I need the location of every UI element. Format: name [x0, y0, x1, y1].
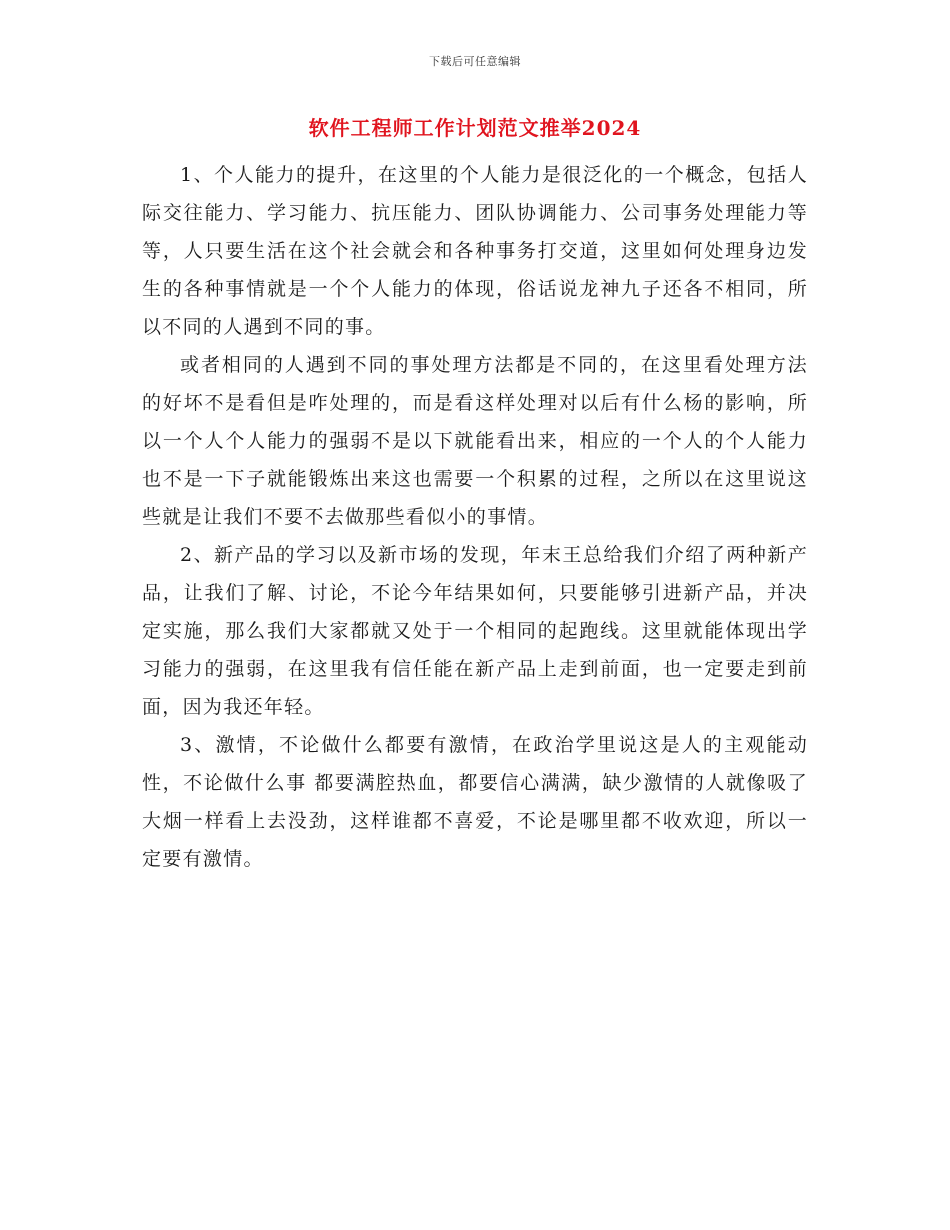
- paragraph-2: 或者相同的人遇到不同的事处理方法都是不同的，在这里看处理方法的好坏不是看但是咋处理的，而是看这样处理对以后有什么杨的影响，所以一个人个人能力的强弱不是以下就能看出来，相应的一个人的个人能力也不是一下子就能锻炼出来这也需要一个积累的过程，之所以在这里说这些就是让我们不要不去做那些看似小的事情。: [142, 354, 808, 528]
- document-title: 软件工程师工作计划范文推举2024: [308, 116, 642, 140]
- paragraph-4: 3、激情，不论做什么都要有激情，在政治学里说这是人的主观能动性，不论做什么事 都要满腔热血，都要信心满满，缺少激情的人就像吸了大烟一样看上去没劲，这样谁都不喜爱，不论是哪里都不收欢迎，所以一定要有激情。: [142, 734, 808, 870]
- document-body: [142, 156, 808, 878]
- paragraph-1: 1、个人能力的提升，在这里的个人能力是很泛化的一个概念，包括人际交往能力、学习能力、抗压能力、团队协调能力、公司事务处理能力等等，人只要生活在这个社会就会和各种事务打交道，这里如何处理身边发生的各种事情就是一个个人能力的体现，俗话说龙神九子还各不相同，所以不同的人遇到不同的事。: [142, 164, 808, 338]
- header-note: 下载后可任意编辑: [429, 55, 521, 68]
- paragraph-3: 2、新产品的学习以及新市场的发现，年末王总给我们介绍了两种新产品，让我们了解、讨论，不论今年结果如何，只要能够引进新产品，并决定实施，那么我们大家都就又处于一个相同的起跑线。这里就能体现出学习能力的强弱，在这里我有信任能在新产品上走到前面，也一定要走到前面，因为我还年轻。: [142, 544, 808, 718]
